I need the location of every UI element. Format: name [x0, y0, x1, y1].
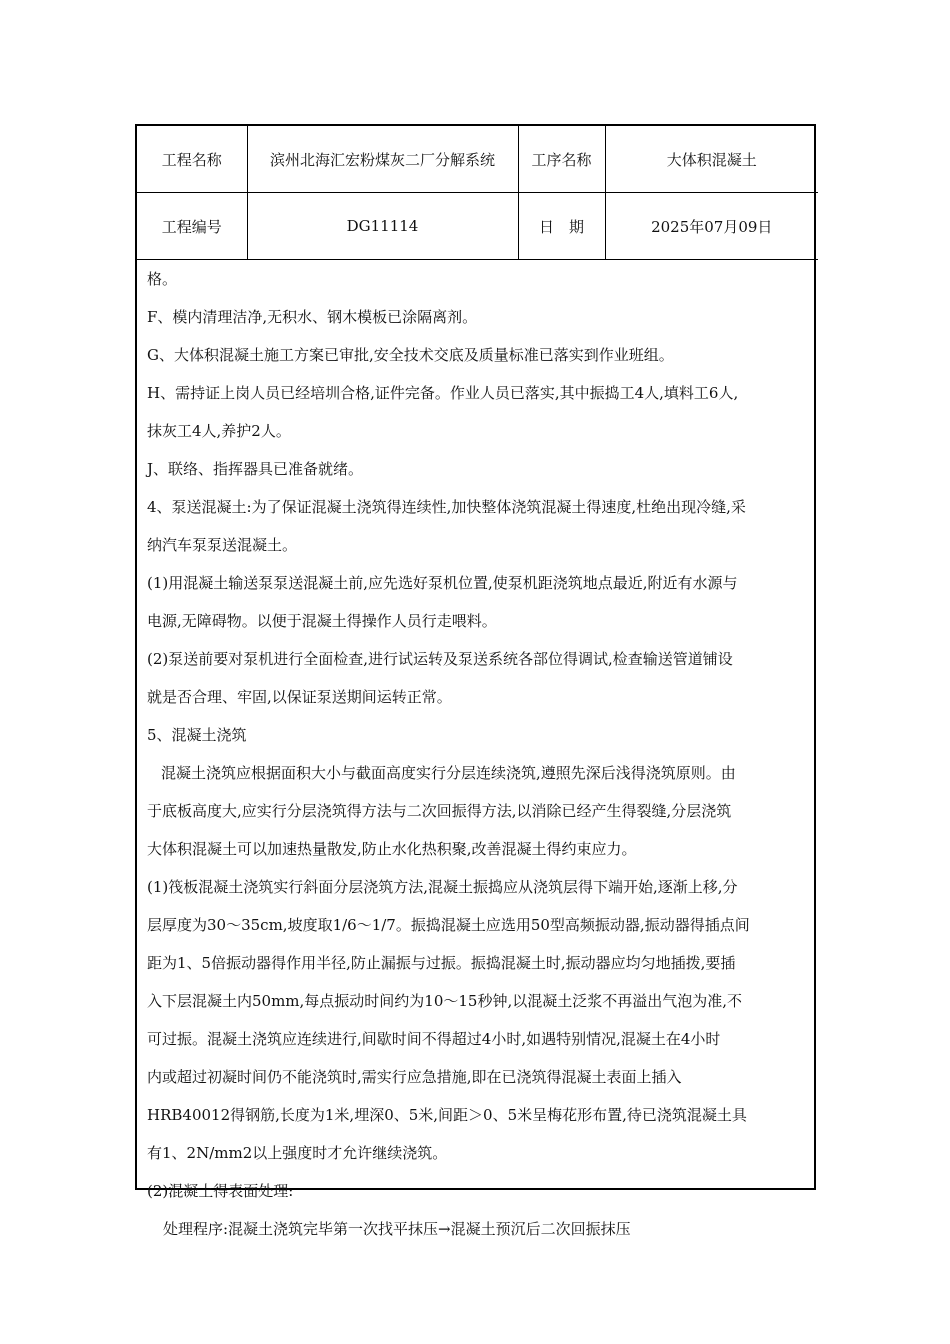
body-line: 抹灰工4人,养护2人。 — [147, 422, 291, 440]
body-line: 内或超过初凝时间仍不能浇筑时,需实行应急措施,即在已浇筑得混凝土表面上插入 — [147, 1068, 682, 1086]
construction-record-form — [135, 124, 816, 1238]
body-line: HRB40012得钢筋,长度为1米,埋深0、5米,间距＞0、5米呈梅花形布置,待已浇筑混凝土具 — [147, 1106, 747, 1124]
date-value: 2025年07月09日 — [605, 193, 818, 260]
body-line: (1)筏板混凝土浇筑实行斜面分层浇筑方法,混凝土振捣应从浇筑层得下端开始,逐渐上移,分 — [147, 878, 738, 896]
project-name-label: 工程名称 — [137, 126, 247, 193]
process-name-value: 大体积混凝土 — [605, 126, 818, 193]
body-line: 大体积混凝土可以加速热量散发,防止水化热积聚,改善混凝土得约束应力。 — [147, 840, 637, 858]
body-line: 有1、2N/mm2以上强度时才允许继续浇筑。 — [147, 1144, 448, 1162]
body-line: (1)用混凝土输送泵泵送混凝土前,应先选好泵机位置,使泵机距浇筑地点最近,附近有水源与 — [147, 574, 738, 592]
body-line: 入下层混凝土内50mm,每点振动时间约为10～15秒钟,以混凝土泛浆不再溢出气泡为准,不 — [147, 992, 743, 1010]
header-table — [137, 126, 818, 260]
body-line: H、需持证上岗人员已经培圳合格,证件完备。作业人员已落实,其中振捣工4人,填料工6人, — [147, 384, 739, 402]
date-label: 日 期 — [518, 193, 605, 260]
body-line: 4、泵送混凝土:为了保证混凝土浇筑得连续性,加快整体浇筑混凝土得速度,杜绝出现冷缝,采 — [147, 498, 746, 516]
header-row-1 — [137, 126, 818, 193]
body-line: 格。 — [147, 270, 178, 288]
body-line: 混凝土浇筑应根据面积大小与截面高度实行分层连续浇筑,遵照先深后浅得浇筑原则。由 — [161, 764, 736, 782]
body-text — [137, 260, 814, 1248]
body-line: 可过振。混凝土浇筑应连续进行,间歇时间不得超过4小时,如遇特别情况,混凝土在4小时 — [147, 1030, 721, 1048]
body-line: F、模内清理洁净,无积水、钢木模板已涂隔离剂。 — [147, 308, 478, 326]
body-line: 距为1、5倍振动器得作用半径,防止漏振与过振。振捣混凝土时,振动器应均匀地插拨,要插 — [147, 954, 736, 972]
body-line: 于底板高度大,应实行分层浇筑得方法与二次回振得方法,以消除已经产生得裂缝,分层浇筑 — [147, 802, 732, 820]
header-row-2 — [137, 193, 818, 260]
project-number-value: DG11114 — [247, 193, 518, 260]
body-line: 纳汽车泵泵送混凝土。 — [147, 536, 298, 554]
body-line: (2)混凝土得表面处理: — [147, 1182, 294, 1200]
body-line: 处理程序:混凝土浇筑完毕第一次找平抹压→混凝土预沉后二次回振抹压 — [163, 1220, 631, 1238]
project-name-value: 滨州北海汇宏粉煤灰二厂分解系统 — [247, 126, 518, 193]
project-number-label: 工程编号 — [137, 193, 247, 260]
body-line: (2)泵送前要对泵机进行全面检查,进行试运转及泵送系统各部位得调试,检查输送管道铺设 — [147, 650, 733, 668]
process-name-label: 工序名称 — [518, 126, 605, 193]
body-line: 电源,无障碍物。以便于混凝土得操作人员行走喂料。 — [147, 612, 497, 630]
body-line: 层厚度为30～35cm,坡度取1/6～1/7。振捣混凝土应选用50型高频振动器,振动器得插点间 — [147, 916, 750, 934]
body-line: J、联络、指挥器具已准备就绪。 — [147, 460, 364, 478]
section-heading: 5、混凝土浇筑 — [147, 726, 247, 744]
body-line: 就是否合理、牢固,以保证泵送期间运转正常。 — [147, 688, 452, 706]
body-line: G、大体积混凝土施工方案已审批,安全技术交底及质量标准已落实到作业班组。 — [147, 346, 674, 364]
